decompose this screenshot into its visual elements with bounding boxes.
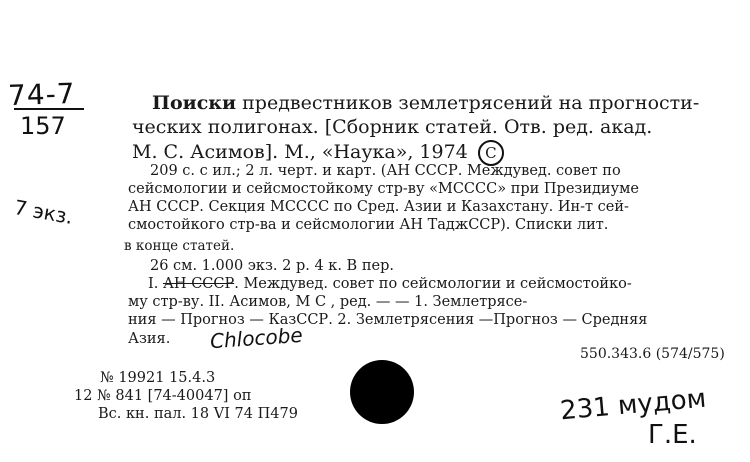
udc-classification: 550.343.6 (574/575) (580, 346, 725, 362)
handwritten-bottom-note: 231 мудом (558, 383, 708, 427)
handwritten-initials: Г.Е. (648, 420, 697, 450)
registration-line-1: № 19921 15.4.3 (100, 370, 216, 386)
handwritten-signature: Chlocobe (209, 322, 304, 354)
handwritten-shelf-code: 74-7 (7, 76, 77, 113)
registration-line-3: Вс. кн. пал. 18 VI 74 П479 (98, 406, 298, 422)
tracings-prefix: I. (148, 276, 163, 292)
entry-title-line-1 (152, 92, 699, 114)
entry-imprint-text: М. С. Асимов]. М., «Наука», 1974 (132, 141, 468, 163)
tracings-struck-text: АН СССР (162, 276, 235, 292)
entry-title-line-2: ческих полигонах. [Сборник статей. Отв. ред. акад. (132, 116, 653, 138)
tracings-line-1 (148, 276, 632, 292)
collation-line-1: 209 с. с ил.; 2 л. черт. и карт. (АН СССР. Междувед. совет по (150, 163, 621, 179)
handwritten-copies-note: 7 экз. (12, 195, 75, 229)
tracings-line-2: му стр-ву. II. Асимов, М С , ред. — — 1. Землетрясе- (128, 294, 528, 310)
entry-title-rest: предвестников землетрясений на прогности- (236, 92, 700, 114)
collation-line-3: АН СССР. Секция МСССС по Сред. Азии и Казахстану. Ин-т сей- (128, 199, 629, 215)
collation-line-2: сейсмологии и сейсмостойкому стр-ву «МСССС» при Президиуме (128, 181, 639, 197)
entry-title-bold: Поиски (152, 92, 237, 114)
copyright-icon: С (478, 140, 504, 166)
tracings-line-3: ния — Прогноз — КазССР. 2. Землетрясения —Прогноз — Средняя (128, 312, 648, 328)
tracings-line-4: Азия. (128, 331, 171, 347)
card-punch-hole (350, 360, 414, 424)
handwritten-shelf-number: 157 (20, 112, 66, 140)
collation-line-4: смостойкого стр-ва и сейсмологии АН ТаджССР). Списки лит. (128, 217, 609, 233)
handwritten-divider (14, 108, 84, 110)
registration-line-2: 12 № 841 [74-40047] оп (74, 388, 252, 404)
collation-line-5: в конце статей. (124, 238, 235, 254)
physical-description: 26 см. 1.000 экз. 2 р. 4 к. В пер. (150, 258, 394, 274)
tracings-rest: . Междувед. совет по сейсмологии и сейсмостойко- (234, 276, 632, 292)
